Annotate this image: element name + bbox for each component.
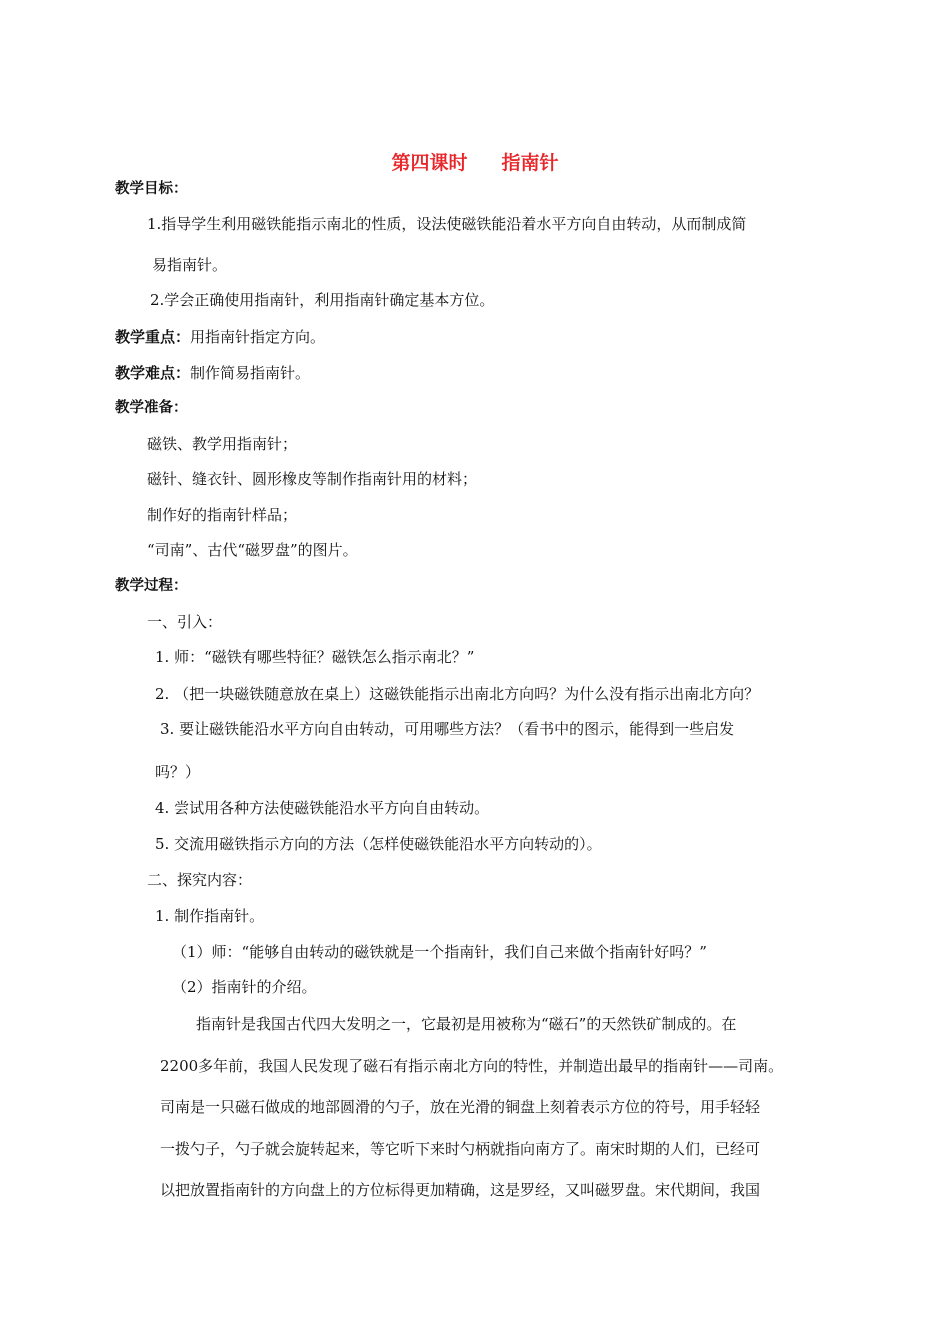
- title-topic: 指南针: [501, 152, 559, 174]
- preparation-item: 磁铁、教学用指南针；: [147, 435, 298, 453]
- explore-heading: 二、探究内容：: [147, 871, 253, 889]
- intro-item-4: 4. 尝试用各种方法使磁铁能沿水平方向自由转动。: [155, 799, 490, 817]
- intro-paragraph-line: 2200多年前，我国人民发现了磁石有指示南北方向的特性，并制造出最早的指南针——司南。: [160, 1057, 784, 1075]
- objective-1-line-2: 易指南针。: [152, 256, 228, 274]
- explore-sub-2: （2）指南针的介绍。: [172, 978, 317, 996]
- intro-heading: 一、引入：: [147, 613, 223, 631]
- objective-2: 2.学会正确使用指南针，利用指南针确定基本方位。: [150, 291, 495, 309]
- difficulty-text: 制作简易指南针。: [190, 364, 311, 382]
- intro-item-3-line-2: 吗？）: [155, 763, 201, 781]
- objectives-heading: 教学目标：: [115, 181, 188, 197]
- title-lesson: 第四课时: [391, 152, 468, 174]
- intro-item-2: 2. （把一块磁铁随意放在桌上）这磁铁能指示出南北方向吗？为什么没有指示出南北方向？: [155, 685, 760, 703]
- key-point-text: 用指南针指定方向。: [190, 328, 326, 346]
- intro-paragraph-line: 指南针是我国古代四大发明之一，它最初是用被称为“磁石”的天然铁矿制成的。在: [196, 1015, 737, 1033]
- objective-1-line-1: 1.指导学生利用磁铁能指示南北的性质，设法使磁铁能沿着水平方向自由转动，从而制成简: [147, 215, 747, 233]
- preparation-item: 磁针、缝衣针、圆形橡皮等制作指南针用的材料；: [147, 470, 478, 488]
- preparation-item: 制作好的指南针样品；: [147, 506, 298, 524]
- page-title: [0, 151, 950, 175]
- difficulty: [115, 363, 310, 383]
- key-point-label: 教学重点：: [115, 328, 191, 346]
- intro-paragraph-line: 以把放置指南针的方向盘上的方位标得更加精确，这是罗经，又叫磁罗盘。宋代期间，我国: [160, 1181, 761, 1199]
- intro-item-1: 1. 师：“磁铁有哪些特征？磁铁怎么指示南北？”: [155, 648, 475, 666]
- explore-item-1: 1. 制作指南针。: [155, 907, 265, 925]
- preparation-item: “司南”、古代“磁罗盘”的图片。: [147, 541, 358, 559]
- key-point: [115, 327, 325, 347]
- process-heading: 教学过程：: [115, 578, 188, 594]
- intro-paragraph-line: 司南是一只磁石做成的地部圆滑的勺子，放在光滑的铜盘上刻着表示方位的符号，用手轻轻: [160, 1098, 761, 1116]
- preparation-heading: 教学准备：: [115, 400, 188, 416]
- intro-item-3-line-1: 3. 要让磁铁能沿水平方向自由转动，可用哪些方法？（看书中的图示，能得到一些启发: [160, 720, 735, 738]
- intro-item-5: 5. 交流用磁铁指示方向的方法（怎样使磁铁能沿水平方向转动的）。: [155, 835, 602, 853]
- difficulty-label: 教学难点：: [115, 364, 191, 382]
- explore-sub-1: （1）师：“能够自由转动的磁铁就是一个指南针，我们自己来做个指南针好吗？”: [172, 943, 707, 961]
- intro-paragraph-line: 一拨勺子，勺子就会旋转起来，等它听下来时勺柄就指向南方了。南宋时期的人们，已经可: [160, 1140, 761, 1158]
